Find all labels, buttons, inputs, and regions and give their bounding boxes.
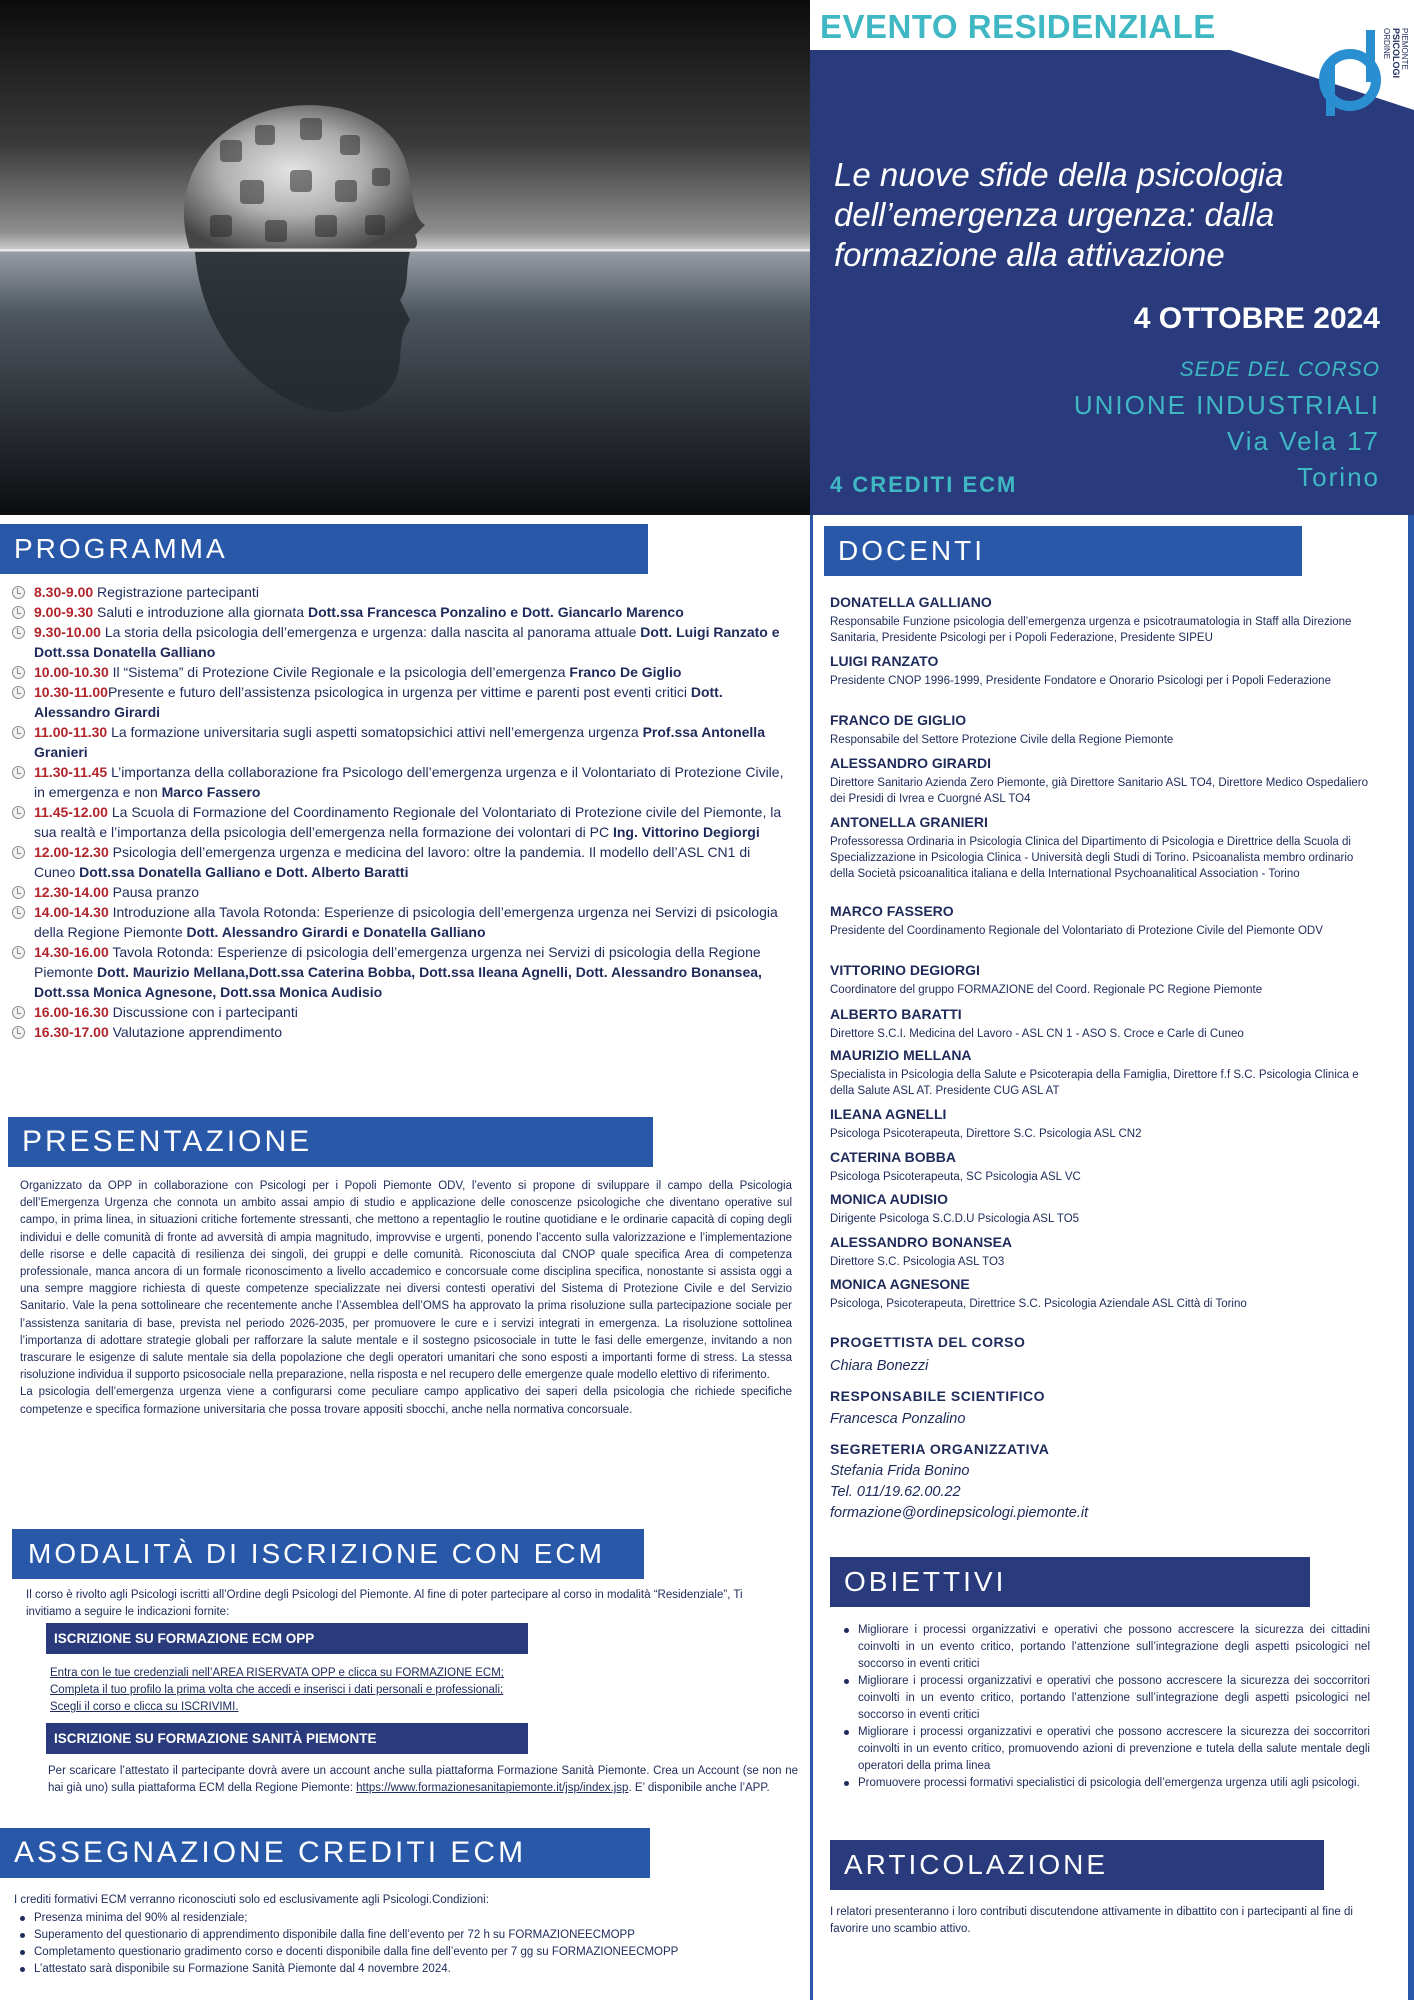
bullet-item: Migliorare i processi organizzativi e operativi che possono accrescere la sicurezza dei soccorritori coinvolti in un evento critico, portando l’attenzione sull’integrazione degli aspetti psicologici nel soccorso in eventi critici — [840, 1673, 1370, 1724]
venue-city: Torino — [1297, 462, 1380, 492]
program-text: La formazione universitaria sugli aspetti somatopsichici attivi nell’emergenza urgenza — [107, 724, 643, 740]
clock-icon — [12, 726, 25, 739]
bullet-item: Migliorare i processi organizzativi e operativi che possono accrescere la sicurezza dei soccorritori coinvolti in un evento critico, promuovendo azioni di prevenzione e tutela della salute mentale degli operatori della prima linea — [840, 1724, 1370, 1775]
docenti-header: DOCENTI — [824, 526, 1302, 576]
program-text: Valutazione apprendimento — [108, 1024, 283, 1040]
docente-name: ALESSANDRO GIRARDI — [830, 755, 992, 771]
obiettivi-header: OBIETTIVI — [830, 1557, 1310, 1607]
program-speakers: Franco De Giglio — [569, 664, 682, 680]
program-text: Discussione con i partecipanti — [108, 1004, 298, 1020]
program-item — [10, 762, 790, 802]
docente-name: ANTONELLA GRANIERI — [830, 814, 988, 830]
articolazione-text: I relatori presenteranno i loro contributi discutendone attivamente in dibattito con i partecipanti al fine di favorire uno scambio attivo. — [830, 1906, 1353, 1936]
program-item — [10, 1002, 790, 1022]
segreteria-email[interactable]: formazione@ordinepsicologi.piemonte.it — [830, 1505, 1089, 1521]
opp-step-3[interactable]: Scegli il corso e clicca su ISCRIVIMI. — [50, 1701, 239, 1714]
clock-icon — [12, 586, 25, 599]
sanita-text-tail: . E’ disponibile anche l’APP. — [628, 1782, 770, 1795]
clock-icon — [12, 946, 25, 959]
program-item — [10, 622, 790, 662]
progettista-name: Chiara Bonezzi — [830, 1358, 929, 1374]
docente-description: Coordinatore del gruppo FORMAZIONE del Coord. Regionale PC Regione Piemonte — [830, 984, 1263, 996]
program-item — [10, 662, 790, 682]
bullet-item: Promuovere processi formativi specialistici di psicologia dell’emergenza urgenza utili agli psicologi. — [840, 1775, 1370, 1792]
program-speakers: Dott.ssa Donatella Galliano e Dott. Alberto Baratti — [79, 864, 409, 880]
presentazione-text — [20, 1178, 792, 1419]
program-time: 11.45-12.00 — [34, 804, 108, 820]
program-item — [10, 842, 790, 882]
event-type-title: EVENTO RESIDENZIALE — [820, 8, 1216, 45]
docente-name: ILEANA AGNELLI — [830, 1106, 947, 1122]
docente-name: ALBERTO BARATTI — [830, 1006, 962, 1022]
segreteria-name: Stefania Frida Bonino — [830, 1463, 970, 1479]
program-speakers: Marco Fassero — [161, 784, 261, 800]
program-text: Registrazione partecipanti — [93, 584, 259, 600]
clock-icon — [12, 766, 25, 779]
program-item — [10, 722, 790, 762]
program-text: Pausa pranzo — [108, 884, 200, 900]
program-speakers: Dott. Luigi Ranzato e Dott.ssa Donatella Galliano — [34, 624, 780, 660]
program-item — [10, 882, 790, 902]
venue-name: UNIONE INDUSTRIALI — [1073, 390, 1380, 420]
program-list — [10, 582, 790, 1042]
left-column-divider — [810, 515, 813, 2000]
program-item — [10, 802, 790, 842]
clock-icon — [12, 806, 25, 819]
program-text: La storia della psicologia dell’emergenza e urgenza: dalla nascita al panorama attuale — [100, 624, 641, 640]
clock-icon — [12, 626, 25, 639]
logo-text-2: PSICOLOGI — [1391, 28, 1401, 79]
docente-description: Psicologa Psicoterapeuta, SC Psicologia ASL VC — [830, 1171, 1081, 1183]
program-text: Presente e futuro dell’assistenza psicologica in urgenza per vittime e parenti post eventi critici — [107, 684, 691, 700]
obiettivi-list — [840, 1622, 1370, 1792]
program-speakers: Dott. Alessandro Girardi e Donatella Galliano — [186, 924, 486, 940]
program-text: L’importanza della collaborazione fra Psicologo dell’emergenza urgenza e il Volontariato di Protezione Civile, in emergenza e non — [34, 764, 784, 800]
program-time: 11.00-11.30 — [34, 724, 108, 740]
program-time: 11.30-11.45 — [34, 764, 108, 780]
docente-description: Direttore Sanitario Azienda Zero Piemonte, già Direttore Sanitario ASL TO4, Direttore Medico Ospedaliero dei Presidi di Ivrea e Cuorgné ASL TO4 — [830, 777, 1369, 805]
sanita-link[interactable]: https://www.formazionesanitapiemonte.it/jsp/index.jsp — [356, 1782, 629, 1795]
program-item — [10, 902, 790, 942]
program-time: 8.30-9.00 — [34, 584, 94, 600]
program-time: 10.30-11.00 — [34, 684, 108, 700]
program-speakers: Ing. Vittorino Degiorgi — [612, 824, 760, 840]
program-text: La Scuola di Formazione del Coordinamento Regionale del Volontariato di Protezione civile del Piemonte, la sua realtà e l’importanza della psicologia dell’emergenza nella formazione dei volontari di PC — [34, 804, 782, 840]
progettista-label: PROGETTISTA DEL CORSO — [830, 1334, 1026, 1350]
docente-description: Direttore S.C.I. Medicina del Lavoro - ASL CN 1 - ASO S. Croce e Carle di Cuneo — [830, 1028, 1244, 1040]
docente-name: MONICA AGNESONE — [830, 1276, 970, 1292]
logo-text-1: ORDINE — [1382, 28, 1391, 60]
presentazione-paragraph-2: La psicologia dell’emergenza urgenza viene a configurarsi come peculiare campo applicativo dei saperi della psicologia che richiede specifiche competenze e specifica formazione universitaria che possa trovare appositi sbocchi, anche nella normativa concorsuale. — [20, 1386, 792, 1416]
docente-name: MONICA AUDISIO — [830, 1191, 948, 1207]
clock-icon — [12, 1026, 25, 1039]
docente-description: Dirigente Psicologa S.C.D.U Psicologia ASL TO5 — [830, 1213, 1080, 1225]
right-column-divider — [1408, 515, 1414, 2000]
program-time: 12.30-14.00 — [34, 884, 109, 900]
program-text: Tavola Rotonda: Esperienze di psicologia dell’emergenza urgenza nei Servizi di psicologia della Regione Piemonte — [34, 944, 761, 980]
ecm-credits: 4 CREDITI ECM — [830, 472, 1018, 497]
docente-description: Psicologa, Psicoterapeuta, Direttrice S.C. Psicologia Aziendale ASL Città di Torino — [830, 1298, 1247, 1310]
program-speakers: Dott. Alessandro Girardi — [34, 684, 723, 720]
docente-name: CATERINA BOBBA — [830, 1149, 956, 1165]
clock-icon — [12, 666, 25, 679]
program-text: Introduzione alla Tavola Rotonda: Esperienze di psicologia dell’emergenza urgenza nei Servizi di psicologia della Regione Piemonte — [34, 904, 778, 940]
docente-name: DONATELLA GALLIANO — [830, 594, 992, 610]
docente-name: ALESSANDRO BONANSEA — [830, 1234, 1013, 1250]
clock-icon — [12, 606, 25, 619]
venue-label: SEDE DEL CORSO — [1179, 358, 1380, 381]
program-text: Psicologia dell’emergenza urgenza e medicina del lavoro: oltre la pandemia. Il modello dell’ASL CN1 di Cuneo — [34, 844, 751, 880]
opp-step-1[interactable]: Entra con le tue credenziali nell’AREA RISERVATA OPP e clicca su FORMAZIONE ECM; — [50, 1667, 504, 1679]
program-text: Saluti e introduzione alla giornata — [93, 604, 308, 620]
program-time: 12.00-12.30 — [34, 844, 109, 860]
hero-photo — [0, 0, 810, 515]
clock-icon — [12, 906, 25, 919]
clock-icon — [12, 686, 25, 699]
bullet-item: Superamento del questionario di apprendimento disponibile dalla fine dell’evento per 72 h su FORMAZIONEECMOPP — [16, 1927, 796, 1944]
segreteria-label: SEGRETERIA ORGANIZZATIVA — [830, 1441, 1050, 1457]
assegnazione-list — [16, 1910, 796, 1978]
event-date: 4 OTTOBRE 2024 — [1133, 302, 1380, 335]
program-speakers: Prof.ssa Antonella Granieri — [34, 724, 765, 760]
program-item — [10, 602, 790, 622]
program-item — [10, 1022, 790, 1042]
program-time: 14.30-16.00 — [34, 944, 109, 960]
program-time: 16.00-16.30 — [34, 1004, 109, 1020]
clock-icon — [12, 886, 25, 899]
bullet-item: Completamento questionario gradimento corso e docenti disponibile dalla fine dell’evento per 7 gg su FORMAZIONEECMOPP — [16, 1944, 796, 1961]
programma-header: PROGRAMMA — [0, 524, 648, 574]
segreteria-tel: Tel. 011/19.62.00.22 — [830, 1484, 961, 1500]
program-text: Il “Sistema” di Protezione Civile Regionale e la psicologia dell’emergenza — [108, 664, 570, 680]
docente-description: Professoressa Ordinaria in Psicologia Clinica del Dipartimento di Psicologia e Direttrice della Scuola di Specializzazione in Psicologia Clinica - Università degli Studi di Torino. Psicoanalista membro ordinario della Società psicoanalitica italiana e della International Psychoanalitical Association - Torino — [830, 836, 1354, 880]
clock-icon — [12, 846, 25, 859]
responsabile-name: Francesca Ponzalino — [830, 1411, 966, 1427]
sanita-text-body: Per scaricare l’attestato il partecipante dovrà avere un account anche sulla piattaforma Formazione Sanità Piemonte. Crea un Account (se non ne hai già uno) sulla piattaforma ECM della Regione Piemonte: — [48, 1765, 798, 1795]
docente-name: LUIGI RANZATO — [830, 653, 939, 669]
course-title: Le nuove sfide della psicologia dell’emergenza urgenza: dalla formazione alla attivazione — [834, 156, 1284, 273]
program-item — [10, 582, 790, 602]
opp-steps — [50, 1665, 750, 1717]
sanita-subheader: ISCRIZIONE SU FORMAZIONE SANITÀ PIEMONTE — [46, 1723, 528, 1754]
docente-description: Presidente del Coordinamento Regionale del Volontariato di Protezione Civile del Piemonte ODV — [830, 925, 1323, 937]
bullet-item: Presenza minima del 90% al residenziale; — [16, 1910, 796, 1927]
docente-description: Responsabile Funzione psicologia dell’emergenza urgenza e psicotraumatologia in Staff alla Direzione Sanitaria, Presidente Psicologi per i Popoli Federazione, Presidente SIPEU — [830, 616, 1352, 644]
docente-name: VITTORINO DEGIORGI — [830, 962, 980, 978]
program-time: 9.00-9.30 — [34, 604, 94, 620]
modalita-header: MODALITÀ DI ISCRIZIONE CON ECM — [12, 1529, 644, 1579]
docente-description: Direttore S.C. Psicologia ASL TO3 — [830, 1256, 1005, 1268]
docente-description: Psicologa Psicoterapeuta, Direttore S.C. Psicologia ASL CN2 — [830, 1128, 1142, 1140]
ordine-psicologi-logo[interactable] — [1312, 22, 1409, 118]
bullet-item: Migliorare i processi organizzativi e operativi che possono accrescere la sicurezza dei cittadini coinvolti in un evento critico, portando l’attenzione sull’integrazione degli aspetti psicologici nel soccorso in eventi critici — [840, 1622, 1370, 1673]
program-time: 10.00-10.30 — [34, 664, 109, 680]
docente-name: FRANCO DE GIGLIO — [830, 712, 967, 728]
program-item — [10, 682, 790, 722]
responsabile-label: RESPONSABILE SCIENTIFICO — [830, 1388, 1046, 1404]
program-time: 16.30-17.00 — [34, 1024, 109, 1040]
assegnazione-intro: I crediti formativi ECM verranno riconosciuti solo ed esclusivamente agli Psicologi.Condizioni: — [14, 1894, 489, 1906]
assegnazione-header: ASSEGNAZIONE CREDITI ECM — [0, 1828, 650, 1878]
opp-step-2[interactable]: Completa il tuo profilo la prima volta che accedi e inserisci i dati personali e professionali; — [50, 1684, 504, 1697]
docente-description: Presidente CNOP 1996-1999, Presidente Fondatore e Onorario Psicologi per i Popoli Federazione — [830, 675, 1331, 687]
program-time: 9.30-10.00 — [34, 624, 101, 640]
opp-subheader: ISCRIZIONE SU FORMAZIONE ECM OPP — [46, 1623, 528, 1654]
presentazione-paragraph-1: Organizzato da OPP in collaborazione con Psicologi per i Popoli Piemonte ODV, l’evento si propone di sviluppare il campo della Psicologia dell’Emergenza Urgenza che connota un ambito assai ampio di studio e applicazione delle conoscenze psicologiche che diventano operative sul campo, in prima linea, in situazioni critiche fortemente stressanti, che mettono a repentaglio le routine quotidiane e le ordinarie capacità di coping degli individui e delle comunità di fronte ad avversità di ampia magnitudo, improvvise e urgenti, ponendo l’accento sulla valorizzazione e l’implementazione delle risorse e delle capacità di resilienza dei singoli, dei gruppi e delle comunità. Riconosciuta dal CNOP quale specifica Area di competenza professionale, manca ancora di un formale riconoscimento a livello accademico e concorsuale come disciplina specifica, nonostante si assista oggi a una sempre maggiore richiesta di queste competenze specializzate nei diversi contesti operativi del Sistema di Protezione Civile e del Servizio Sanitario. Vale la pena sottolineare che recentemente anche l’Assemblea dell’OMS ha approvato la prima risoluzione sulla partecipazione sociale per l’assistenza sanitaria di base, prevista nel periodo 2026-2035, per promuovere le cure e i servizi integrati in emergenza. La risoluzione sottolinea l’importanza di adottare strategie globali per rafforzare la salute mentale e il sostegno psicosociale in tutte le fasi delle emergenze, invitando a non trascurare le esigenze di salute mentale sia della popolazione che degli operatori umanitari che sono esposti a importanti forme di stress. La stessa risoluzione individua il supporto psicosociale nella preparazione, nella risposta e nel recupero delle emergenze quale modello elettivo di riferimento. — [20, 1180, 792, 1382]
program-speakers: Dott.ssa Francesca Ponzalino e Dott. Giancarlo Marenco — [307, 604, 684, 620]
docente-name: MARCO FASSERO — [830, 903, 954, 919]
logo-text-3: PIEMONTE — [1400, 28, 1409, 70]
docente-description: Specialista in Psicologia della Salute e Psicoterapia della Famiglia, Direttore f.f S.C. Psicologia Clinica e della Salute ASL AT. Presidente CUG ASL AT — [830, 1069, 1359, 1097]
articolazione-header: ARTICOLAZIONE — [830, 1840, 1324, 1890]
docente-name: MAURIZIO MELLANA — [830, 1047, 972, 1063]
clock-icon — [12, 1006, 25, 1019]
venue-street: Via Vela 17 — [1226, 426, 1380, 456]
docente-description: Responsabile del Settore Protezione Civile della Regione Piemonte — [830, 734, 1174, 746]
sanita-text — [48, 1763, 798, 1797]
presentazione-header: PRESENTAZIONE — [8, 1117, 653, 1167]
program-item — [10, 942, 790, 1002]
program-time: 14.00-14.30 — [34, 904, 109, 920]
modalita-intro: Il corso è rivolto agli Psicologi iscritti all’Ordine degli Psicologi del Piemonte. Al fine di poter partecipare al corso in modalità “Residenziale”, Ti invitiamo a seguire le indicazioni fornite: — [26, 1589, 743, 1619]
bullet-item: L’attestato sarà disponibile su Formazione Sanità Piemonte dal 4 novembre 2024. — [16, 1961, 796, 1978]
program-speakers: Dott. Maurizio Mellana,Dott.ssa Caterina Bobba, Dott.ssa Ileana Agnelli, Dott. Alessandro Bonansea, Dott.ssa Monica Agnesone, Dott.ssa Monica Audisio — [34, 964, 762, 1000]
